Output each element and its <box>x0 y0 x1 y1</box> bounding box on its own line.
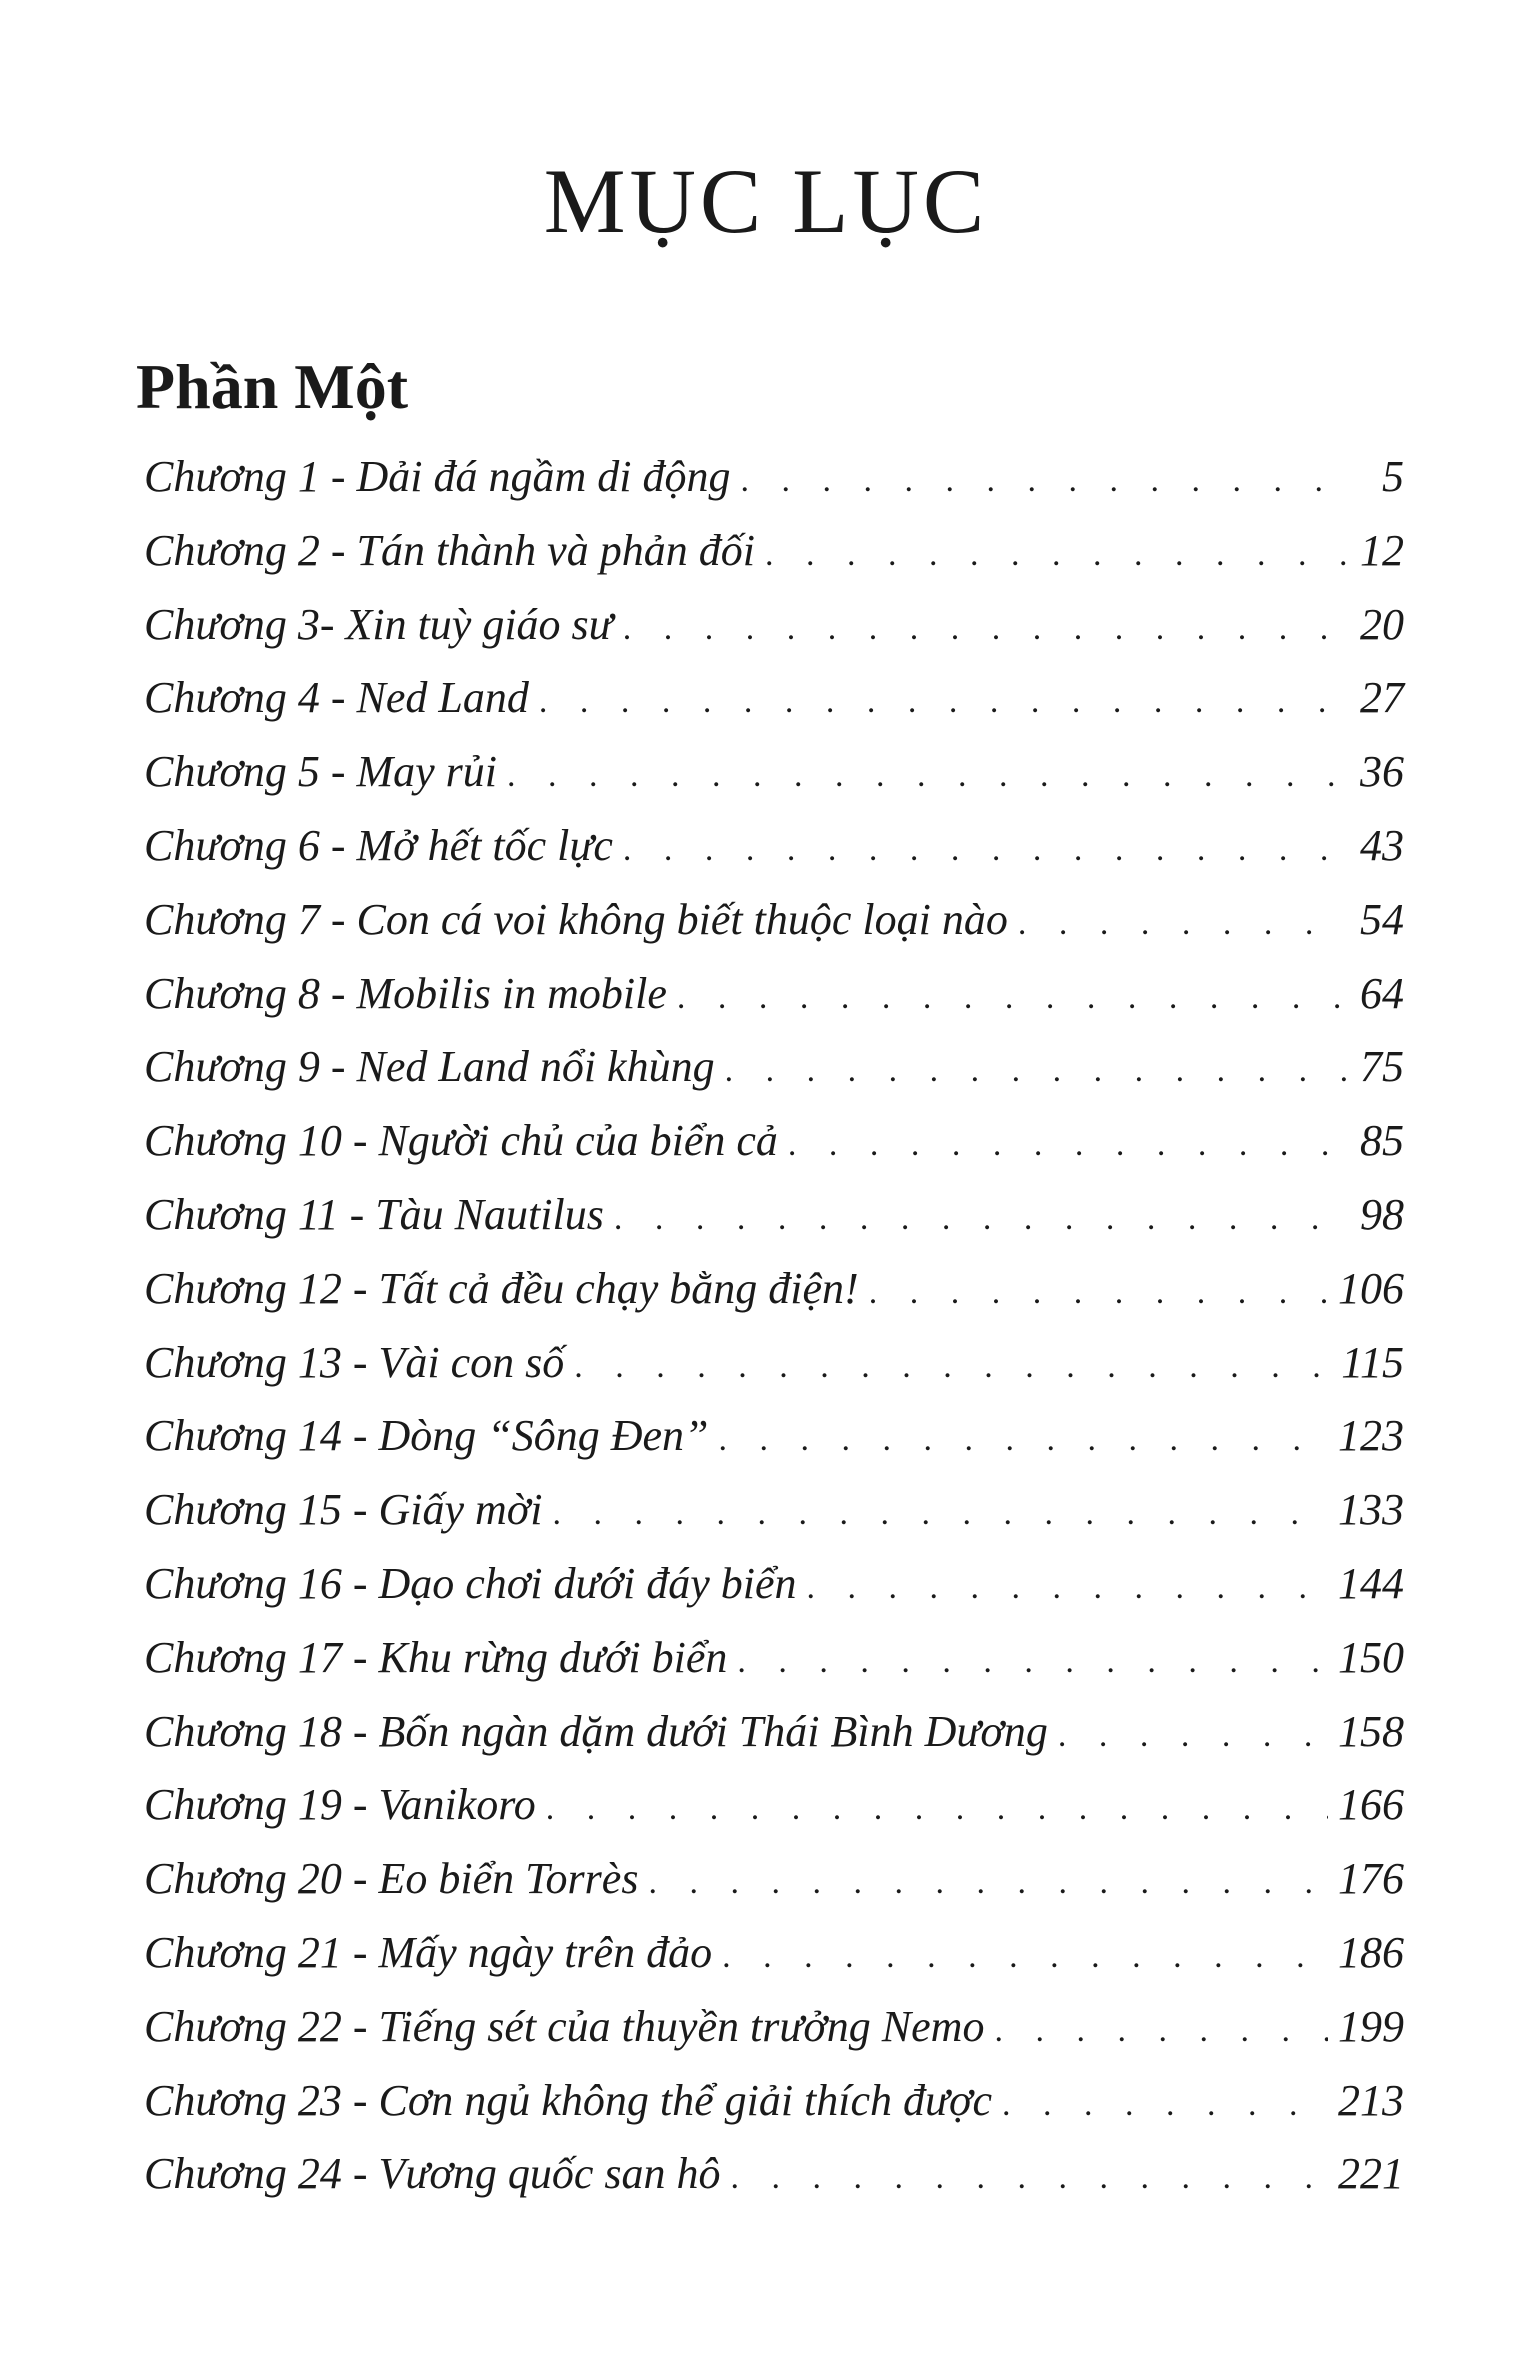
chapter-title: Chương 9 - Ned Land nổi khùng <box>144 1042 715 1092</box>
page-number: 5 <box>1382 452 1404 501</box>
chapter-title: Chương 20 - Eo biển Torrès <box>144 1854 639 1904</box>
dot-leader <box>623 813 1346 887</box>
toc-entry[interactable] <box>144 1252 1404 1326</box>
toc-entry[interactable] <box>144 1916 1404 1990</box>
table-of-contents <box>144 440 1404 2211</box>
page-number: 20 <box>1360 599 1404 649</box>
dot-leader <box>553 1477 1329 1551</box>
dot-leader <box>648 1846 1328 1920</box>
page-number: 133 <box>1338 1485 1404 1535</box>
dot-leader <box>507 739 1346 813</box>
toc-entry[interactable] <box>144 1990 1404 2064</box>
dot-leader <box>869 1256 1328 1330</box>
toc-entry[interactable] <box>144 1030 1404 1104</box>
page-number: 158 <box>1338 1706 1404 1756</box>
toc-entry[interactable] <box>144 514 1404 588</box>
page-number: 199 <box>1338 2001 1404 2051</box>
chapter-title: Chương 18 - Bốn ngàn dặm dưới Thái Bình Dương <box>144 1706 1048 1756</box>
page-number: 115 <box>1341 1337 1404 1387</box>
chapter-title: Chương 11 - Tàu Nautilus <box>144 1189 604 1239</box>
page-number: 144 <box>1338 1558 1404 1608</box>
toc-entry[interactable] <box>144 1695 1404 1769</box>
page-number: 150 <box>1338 1632 1404 1682</box>
chapter-title: Chương 1 - Dải đá ngầm di động <box>144 452 731 501</box>
toc-entry[interactable] <box>144 1621 1404 1695</box>
toc-entry[interactable] <box>144 1178 1404 1252</box>
dot-leader <box>719 1403 1328 1477</box>
page-number: 221 <box>1338 2149 1404 2199</box>
page-number: 27 <box>1360 673 1404 723</box>
toc-entry[interactable] <box>144 1104 1404 1178</box>
chapter-title: Chương 13 - Vài con số <box>144 1337 565 1387</box>
dot-leader <box>574 1330 1331 1404</box>
chapter-title: Chương 24 - Vương quốc san hô <box>144 2149 721 2199</box>
toc-entry[interactable] <box>144 588 1404 662</box>
toc-entry[interactable] <box>144 661 1404 735</box>
dot-leader <box>546 1772 1328 1846</box>
page-number: 54 <box>1360 894 1404 944</box>
chapter-title: Chương 3- Xin tuỳ giáo sư <box>144 599 613 649</box>
page-number: 123 <box>1338 1411 1404 1461</box>
dot-leader <box>623 592 1346 666</box>
toc-entry[interactable] <box>144 1547 1404 1621</box>
toc-entry[interactable] <box>144 1399 1404 1473</box>
page-number: 176 <box>1338 1854 1404 1904</box>
part-heading: Phần Một <box>136 351 408 422</box>
page-number: 166 <box>1338 1780 1404 1830</box>
toc-entry[interactable] <box>144 1842 1404 1916</box>
toc-entry[interactable] <box>144 735 1404 809</box>
page-number: 98 <box>1360 1189 1404 1239</box>
toc-entry[interactable] <box>144 957 1404 1031</box>
toc-entry[interactable] <box>144 2064 1404 2138</box>
chapter-title: Chương 16 - Dạo chơi dưới đáy biển <box>144 1558 797 1608</box>
chapter-title: Chương 22 - Tiếng sét của thuyền trưởng Nemo <box>144 2001 985 2051</box>
chapter-title: Chương 23 - Cơn ngủ không thể giải thích được <box>144 2075 993 2125</box>
page-number: 213 <box>1338 2075 1404 2125</box>
toc-entry[interactable] <box>144 1326 1404 1400</box>
page-title: MỤC LỤC <box>543 150 989 252</box>
toc-entry[interactable] <box>144 883 1404 957</box>
dot-leader <box>994 1994 1328 2068</box>
dot-leader <box>737 1625 1328 1699</box>
page-number: 106 <box>1338 1263 1404 1313</box>
toc-entry[interactable] <box>144 1473 1404 1547</box>
dot-leader <box>731 2141 1329 2215</box>
dot-leader <box>765 518 1346 592</box>
dot-leader <box>1018 887 1346 961</box>
page-number: 12 <box>1360 525 1404 575</box>
chapter-title: Chương 10 - Người chủ của biển cả <box>144 1116 778 1166</box>
page-number: 64 <box>1360 968 1404 1018</box>
dot-leader <box>1002 2068 1328 2142</box>
chapter-title: Chương 19 - Vanikoro <box>144 1780 536 1830</box>
chapter-title: Chương 17 - Khu rừng dưới biển <box>144 1632 728 1682</box>
chapter-title: Chương 6 - Mở hết tốc lực <box>144 820 613 870</box>
page-number: 75 <box>1360 1042 1404 1092</box>
dot-leader <box>806 1551 1328 1625</box>
dot-leader <box>539 665 1346 739</box>
dot-leader <box>1058 1699 1328 1773</box>
chapter-title: Chương 5 - May rủi <box>144 747 498 797</box>
dot-leader <box>740 444 1346 518</box>
toc-entry[interactable] <box>144 809 1404 883</box>
dot-leader <box>788 1108 1346 1182</box>
dot-leader <box>614 1182 1346 1256</box>
toc-entry[interactable] <box>144 440 1404 514</box>
page-number: 43 <box>1360 820 1404 870</box>
chapter-title: Chương 4 - Ned Land <box>144 673 529 723</box>
dot-leader <box>722 1920 1328 1994</box>
dot-leader <box>725 1034 1346 1108</box>
chapter-title: Chương 7 - Con cá voi không biết thuộc loại nào <box>144 894 1008 944</box>
dot-leader <box>677 961 1346 1035</box>
chapter-title: Chương 12 - Tất cả đều chạy bằng điện! <box>144 1263 859 1313</box>
chapter-title: Chương 2 - Tán thành và phản đối <box>144 525 755 575</box>
chapter-title: Chương 14 - Dòng “Sông Đen” <box>144 1411 709 1461</box>
toc-entry[interactable] <box>144 2137 1404 2211</box>
chapter-title: Chương 21 - Mấy ngày trên đảo <box>144 1927 713 1977</box>
page-number: 36 <box>1360 747 1404 797</box>
chapter-title: Chương 8 - Mobilis in mobile <box>144 968 667 1018</box>
toc-entry[interactable] <box>144 1768 1404 1842</box>
page-number: 85 <box>1360 1116 1404 1166</box>
page-number: 186 <box>1338 1927 1404 1977</box>
chapter-title: Chương 15 - Giấy mời <box>144 1485 543 1535</box>
